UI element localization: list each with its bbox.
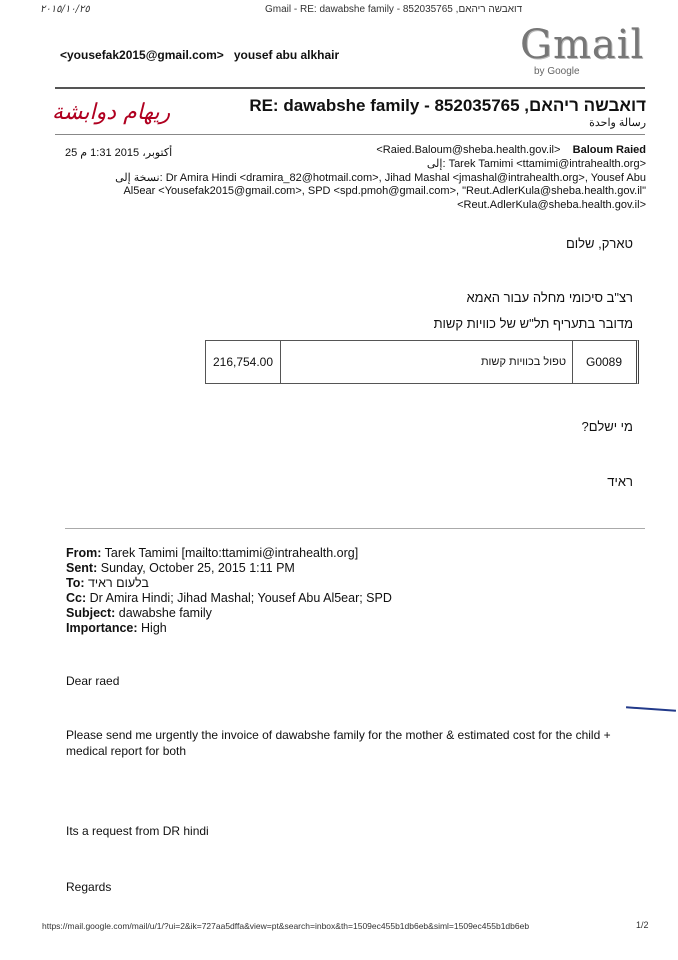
quoted-subject [66,606,392,621]
quoted-greeting: Dear raed [66,674,120,688]
quoted-from [66,546,392,561]
pen-mark [626,706,676,711]
cc-line-3: <Reut.AdlerKula@sheba.health.gov.il> [457,199,646,211]
account-name: yousef abu alkhair [233,48,340,62]
quoted-para-3: Its a request from DR hindi [66,824,209,838]
invoice-code: G0089 [572,341,635,383]
quoted-cc [66,591,392,606]
quote-divider [65,528,645,529]
cc-line-1: نسخة إلى: Dr Amira Hindi <dramira_82@hotmail.com>, Jihad Mashal <jmashal@intrahealth.org>, Yousef Abu [115,172,646,184]
quoted-para-1: Please send me urgently the invoice of dawabshe family for the mother & estimated cost for the child + [66,728,611,742]
to-value: בלעום ראיד [88,576,149,590]
invoice-amount: 216,754.00 [212,355,274,369]
handwritten-date: ٢٠١٥/١٠/٢٥ [40,4,90,15]
from-value: Tarek Tamimi [mailto:ttamimi@intrahealth.org] [104,546,359,560]
sent-label: Sent: [66,561,98,575]
account-line [60,48,339,62]
hebrew-line-1: רצ"ב סיכומי מחלה עבור האמא [466,290,633,305]
hebrew-question: מי ישלם? [581,419,633,434]
gmail-logo [520,22,645,82]
cc-line-2: Al5ear <Yousefak2015@gmail.com>, SPD <spd.pmoh@gmail.com>, "Reut.AdlerKula@sheba.health.gov.il" [123,185,646,197]
footer-url: https://mail.google.com/mail/u/1/?ui=2&ik=727aa5dffa&view=pt&search=inbox&th=1509ec455b1db6eb&siml=1509ec455b1db6eb [42,921,530,931]
quoted-closing: Regards [66,880,112,894]
hebrew-signoff: ראיד [607,474,633,489]
gmail-logo-by: by Google [534,66,580,77]
header-divider [55,87,645,89]
handwritten-note: ريهام دوابشة [52,100,171,125]
importance-value: High [141,621,167,635]
browser-title: Gmail - RE: dawabshe family - 852035765 ,דואבשה ריהאם [265,4,523,15]
invoice-table [205,340,639,384]
cc-value: Dr Amira Hindi; Jihad Mashal; Yousef Abu Al5ear; SPD [89,591,392,605]
page-number: 1/2 [636,920,649,930]
from-label: From: [66,546,102,560]
thread-count: رسالة واحدة [589,117,646,129]
to-label: To: [66,576,85,590]
hebrew-line-2: מדובר בתעריף תל"ש של כוויות קשות [433,316,633,331]
quoted-sent [66,561,392,576]
sender-line [376,144,646,156]
gmail-logo-text: Gmail [520,22,645,68]
hebrew-greeting: טארק, שלום [565,236,633,251]
to-line: إلى: Tarek Tamimi <ttamimi@intrahealth.org> [426,158,646,170]
cc-label: Cc: [66,591,87,605]
invoice-description: טפול בכוויות קשות [280,341,572,383]
thread-subject: RE: dawabshe family - 852035765 ,דואבשה ריהאם [249,96,646,115]
subject-value: dawabshe family [118,606,212,620]
subject-divider [55,134,645,135]
message-date: 25 أكتوبر، 2015 1:31 م [65,147,173,159]
importance-label: Importance: [66,621,138,635]
quoted-para-2: medical report for both [66,744,187,758]
sent-value: Sunday, October 25, 2015 1:11 PM [100,561,295,575]
quoted-importance [66,621,392,636]
account-email: <yousefak2015@gmail.com> [60,48,224,62]
sender-email: <Raied.Baloum@sheba.health.gov.il> [376,144,561,156]
quoted-to [66,576,392,591]
sender-name: Baloum Raied [572,144,646,156]
quoted-header [66,546,392,636]
subject-label: Subject: [66,606,116,620]
